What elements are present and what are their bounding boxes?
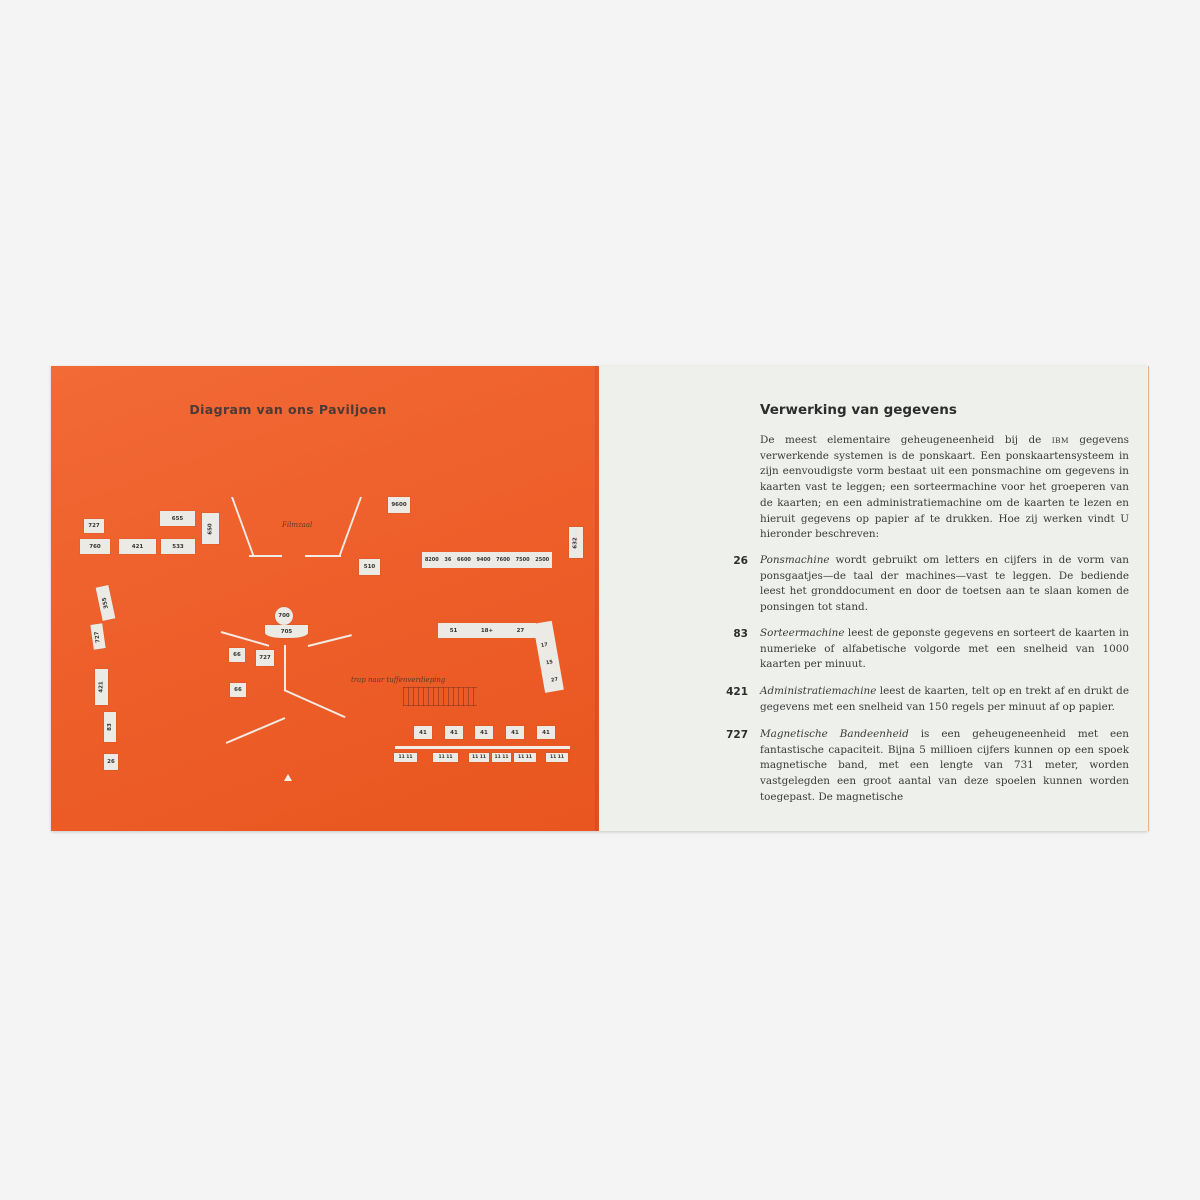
left-page-diagram [51, 366, 599, 831]
machine-66: 66 [230, 683, 246, 697]
table-41: 41 [475, 726, 493, 739]
machine-421: 421 [119, 539, 156, 554]
machine-7600: 7600 [496, 557, 511, 563]
system-row [422, 552, 552, 568]
machine-760: 760 [80, 539, 110, 554]
filmzaal-wall-left [231, 497, 255, 557]
table-41: 41 [445, 726, 463, 739]
unit-11: 11 11 [433, 753, 458, 762]
unit-11: 11 11 [469, 753, 489, 762]
ibm-smallcaps: IBM [1051, 436, 1069, 445]
table-41: 41 [414, 726, 432, 739]
entry-paragraph: Magnetische Bandeenheid is een geheugeneenheid met een fantastische capaciteit. Bijna 5 millioen cijfers kunnen op een spoek magnetische band, met een lengte van 731 meter, worden vastgelegden een groot aantal van deze spoelen kunnen worden toegepast. De magnetische [760, 728, 1129, 803]
entry-paragraph: Sorteermachine leest de geponste gegevens en sorteert de kaarten in numerieke of alfabetische volgorde met een snelheid van 1000 kaarten per minuut. [760, 627, 1129, 671]
machine-18: 18+ [480, 627, 494, 634]
machine-650: 650 [202, 513, 219, 544]
machine-17: 17 [540, 641, 549, 649]
machine-9600: 9600 [388, 497, 410, 513]
right-page-text [599, 366, 1149, 831]
diagram-title: Diagram van ons Paviljoen [189, 402, 387, 417]
intro-paragraph: De meest elementaire geheugeneenheid bij de IBM gegevens verwerkende systemen is de ponskaart. Een ponskaartensysteem in zijn eenvoudigste vorm bestaat uit een ponsmachine om gegevens in kaarten vast te leggen; een sorteermachine voor het groeperen van de kaarten; en een administratiemachine om de kaarten te lezen en hieruit gegevens op papier af te drukken. Hoe zij werken vindt U hieronder beschreven: [760, 434, 1129, 541]
star-arm-upper-right [308, 634, 352, 647]
unit-11: 11 11 [394, 753, 417, 762]
filmzaal-floor-left [249, 555, 282, 557]
machine-533: 533 [161, 539, 195, 554]
entrance-arrow-icon [284, 774, 292, 781]
machine-66: 66 [229, 648, 245, 662]
machine-26: 26 [104, 754, 118, 770]
machine-510: 510 [359, 559, 380, 575]
entry-paragraph: Ponsmachine wordt gebruikt om letters en cijfers in de vorm van ponsgaatjes—de taal der machines—vast te leggen. De bediende leest het gronddocument en door de toetsen aan te slaan komen de ponsingen tot stand. [760, 554, 1129, 614]
machine-2500: 2500 [535, 557, 550, 563]
section-title: Verwerking van gegevens [760, 402, 957, 418]
machine-7500: 7500 [515, 557, 530, 563]
unit-11: 11 11 [492, 753, 511, 762]
machine-355: 355 [96, 585, 116, 621]
machine-15: 15 [545, 659, 554, 667]
filmzaal-wall-right [338, 497, 362, 557]
star-arm-lower-left [226, 717, 286, 744]
machine-51: 51 [449, 627, 458, 634]
entry-number: 83 [733, 628, 748, 640]
stairs-label: trap naar tuffenverdieping [351, 676, 446, 684]
machine-655: 655 [160, 511, 195, 526]
machine-705: 705 [265, 625, 308, 638]
open-booklet [51, 366, 1148, 831]
stairs-graphic [403, 687, 477, 706]
machine-27: 27 [550, 676, 559, 684]
entry-number: 727 [726, 729, 748, 741]
machine-36: 36 [444, 557, 452, 563]
entry-paragraph: Administratiemachine leest de kaarten, telt op en trekt af en drukt de gegevens met een snelheid van 150 regels per minuut af op papier. [760, 685, 1129, 713]
l-counter-side [533, 621, 564, 693]
entry-term: Administratiemachine [760, 685, 877, 697]
counter-bar [395, 746, 570, 749]
machine-727: 727 [90, 623, 105, 649]
filmzaal-floor-right [305, 555, 341, 557]
machine-727: 727 [84, 519, 104, 533]
machine-6600: 6600 [456, 557, 471, 563]
entry-term: Sorteermachine [760, 627, 845, 639]
star-stem [284, 645, 286, 691]
star-arm-upper-left [221, 631, 270, 647]
machine-632: 632 [569, 527, 583, 558]
unit-11: 11 11 [546, 753, 568, 762]
machine-83: 83 [104, 712, 116, 742]
machine-9400: 9400 [476, 557, 491, 563]
machine-700: 700 [275, 607, 293, 625]
l-counter-top [438, 623, 536, 638]
entry-number: 26 [733, 555, 748, 567]
table-41: 41 [506, 726, 524, 739]
machine-8200: 8200 [424, 557, 439, 563]
entry-term: Ponsmachine [760, 554, 830, 566]
unit-11: 11 11 [514, 753, 536, 762]
machine-421: 421 [95, 669, 108, 705]
entry-term: Magnetische Bandeenheid [760, 728, 909, 740]
machine-727: 727 [256, 650, 274, 666]
machine-27: 27 [516, 627, 525, 634]
filmzaal-label: Filmzaal [282, 521, 313, 529]
star-arm-lower-right [284, 689, 346, 718]
table-41: 41 [537, 726, 555, 739]
entry-number: 421 [726, 686, 748, 698]
